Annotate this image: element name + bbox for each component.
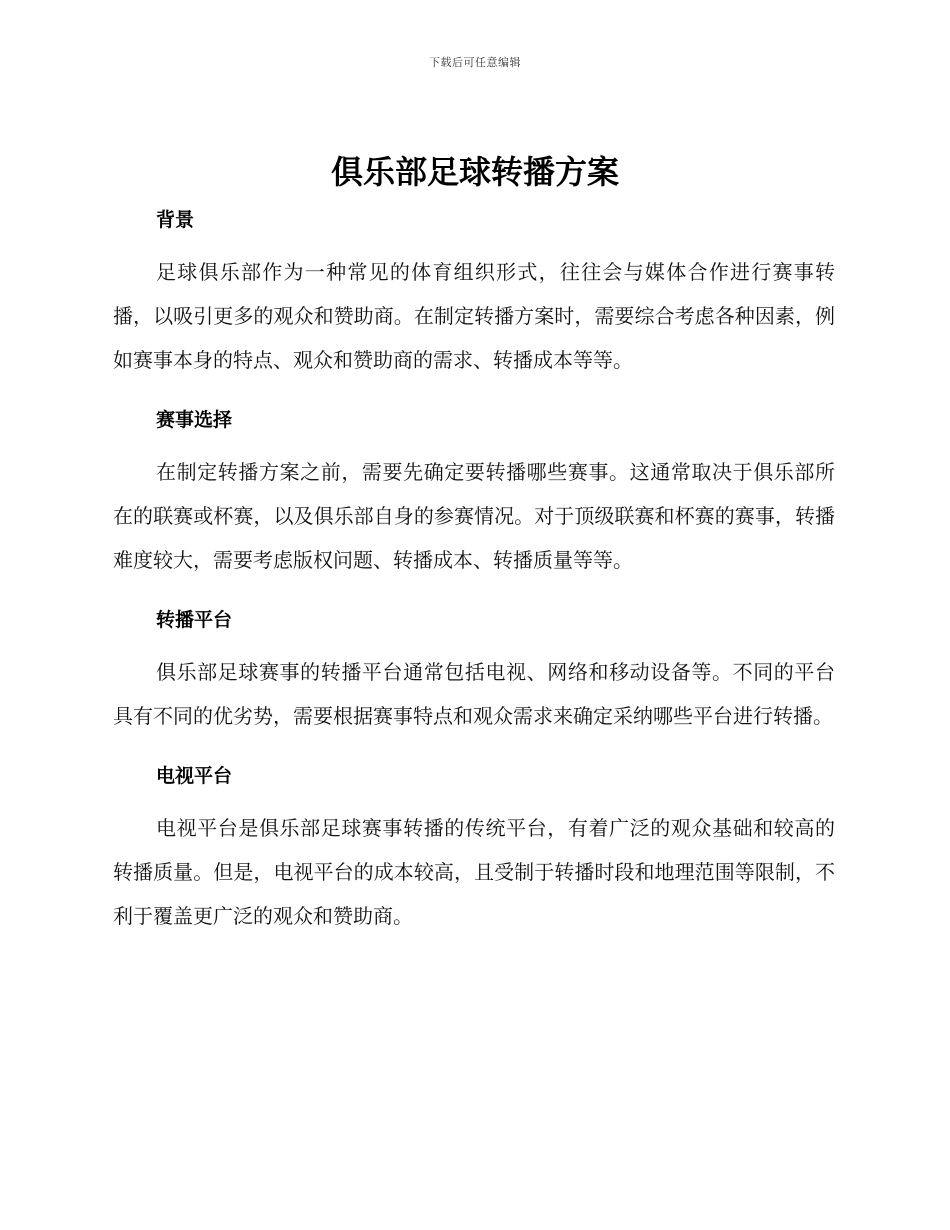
section-paragraph: 足球俱乐部作为一种常见的体育组织形式，往往会与媒体合作进行赛事转播，以吸引更多的观众和赞助商。在制定转播方案时，需要综合考虑各种因素，例如赛事本身的特点、观众和赞助商的需求、转播成本等等。 xyxy=(113,260,835,372)
section-heading: 背景 xyxy=(156,209,195,231)
section-paragraph: 俱乐部足球赛事的转播平台通常包括电视、网络和移动设备等。不同的平台具有不同的优劣势，需要根据赛事特点和观众需求来确定采纳哪些平台进行转播。 xyxy=(113,660,835,728)
section-heading: 电视平台 xyxy=(156,765,233,787)
document-title: 俱乐部足球转播方案 xyxy=(330,153,619,191)
section-paragraph: 在制定转播方案之前，需要先确定要转播哪些赛事。这通常取决于俱乐部所在的联赛或杯赛，以及俱乐部自身的参赛情况。对于顶级联赛和杯赛的赛事，转播难度较大，需要考虑版权问题、转播成本、转播质量等等。 xyxy=(113,460,835,572)
document-body xyxy=(113,198,835,954)
section-heading: 赛事选择 xyxy=(156,409,233,431)
page-header-note: 下载后可任意编辑 xyxy=(429,56,521,69)
section-heading: 转播平台 xyxy=(156,609,233,631)
section-broadcast-platform xyxy=(113,598,835,738)
section-event-selection xyxy=(113,398,835,582)
section-background xyxy=(113,198,835,382)
section-paragraph: 电视平台是俱乐部足球赛事转播的传统平台，有着广泛的观众基础和较高的转播质量。但是，电视平台的成本较高，且受制于转播时段和地理范围等限制，不利于覆盖更广泛的观众和赞助商。 xyxy=(113,816,835,928)
section-tv-platform xyxy=(113,754,835,938)
